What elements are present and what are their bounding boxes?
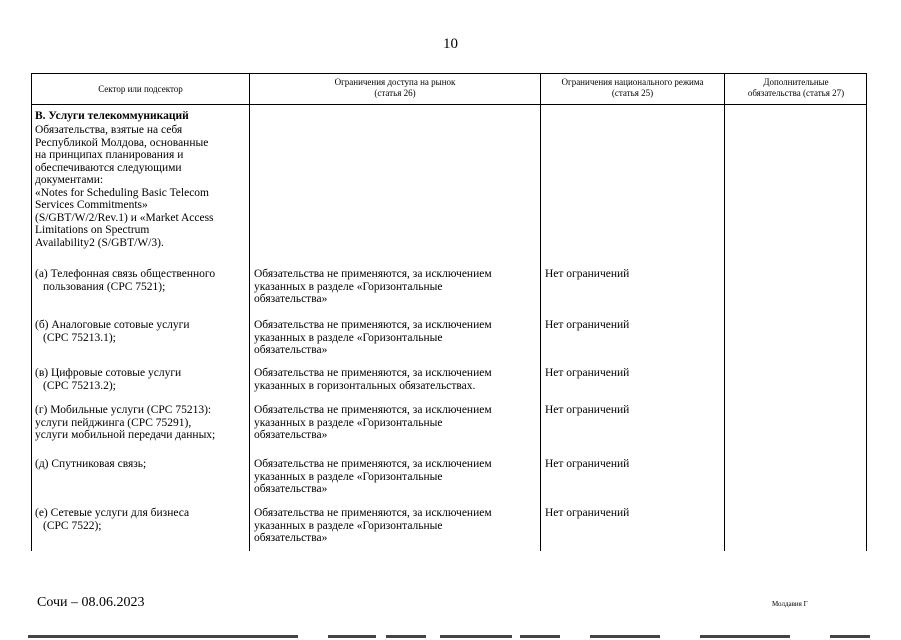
row-market-access: Обязательства не применяются, за исключением указанных в разделе «Горизонтальные обязательства» [254,507,492,544]
row-market-access: Обязательства не применяются, за исключением указанных в горизонтальных обязательствах. [254,367,492,392]
row-national-treatment: Нет ограничений [545,367,630,379]
row-national-treatment: Нет ограничений [545,458,630,470]
header-divider [32,104,866,105]
column-divider [249,74,250,551]
row-sector: (e) Сетевые услуги для бизнеса (CPC 7522); [35,507,190,532]
column-divider [540,74,541,551]
commitments-table [31,73,867,551]
row-market-access: Обязательства не применяются, за исключением указанных в разделе «Горизонтальные обязательства» [254,458,492,495]
header-national-treatment: Ограничения национального режима (статья 25) [561,77,704,98]
row-market-access: Обязательства не применяются, за исключением указанных в разделе «Горизонтальные обязательства» [254,319,492,356]
header-market-access: Ограничения доступа на рынок (статья 26) [334,77,456,98]
row-national-treatment: Нет ограничений [545,268,630,280]
header-sector: Сектор или подсектор [98,84,183,94]
section-title: B. Услуги телекоммуникаций [35,110,189,122]
footer-date: Сочи – 08.06.2023 [37,595,145,610]
row-sector: (в) Цифровые сотовые услуги (CPC 75213.2); [35,367,182,392]
row-national-treatment: Нет ограничений [545,319,630,331]
column-divider [724,74,725,551]
row-national-treatment: Нет ограничений [545,404,630,416]
section-intro: Обязательства, взятые на себя Республикой Молдова, основанные на принципах планирования и обеспечиваются следующими документами: «Notes for Scheduling Basic Telecom Services Commitments» (S/GBT/W/2/Rev.1) и «Market Access Limitations on Spectrum Availability2 (S/GBT/W/3). [35,124,214,249]
row-market-access: Обязательства не применяются, за исключением указанных в разделе «Горизонтальные обязательства» [254,404,492,441]
scan-artifact [0,630,901,640]
row-market-access: Обязательства не применяются, за исключением указанных в разделе «Горизонтальные обязательства» [254,268,492,305]
row-sector: (б) Аналоговые сотовые услуги (CPC 75213.1); [35,319,190,344]
row-sector: (г) Мобильные услуги (CPC 75213): услуги пейджинга (CPC 75291), услуги мобильной передачи данных; [35,404,216,441]
row-sector: (д) Спутниковая связь; [35,458,147,470]
page-number: 10 [443,36,458,52]
row-sector: (a) Телефонная связь общественного пользования (CPC 7521); [35,268,216,293]
footer-code: Молдавия Г [772,600,808,608]
row-national-treatment: Нет ограничений [545,507,630,519]
header-additional-commitments: Дополнительные обязательства (статья 27) [747,77,845,98]
